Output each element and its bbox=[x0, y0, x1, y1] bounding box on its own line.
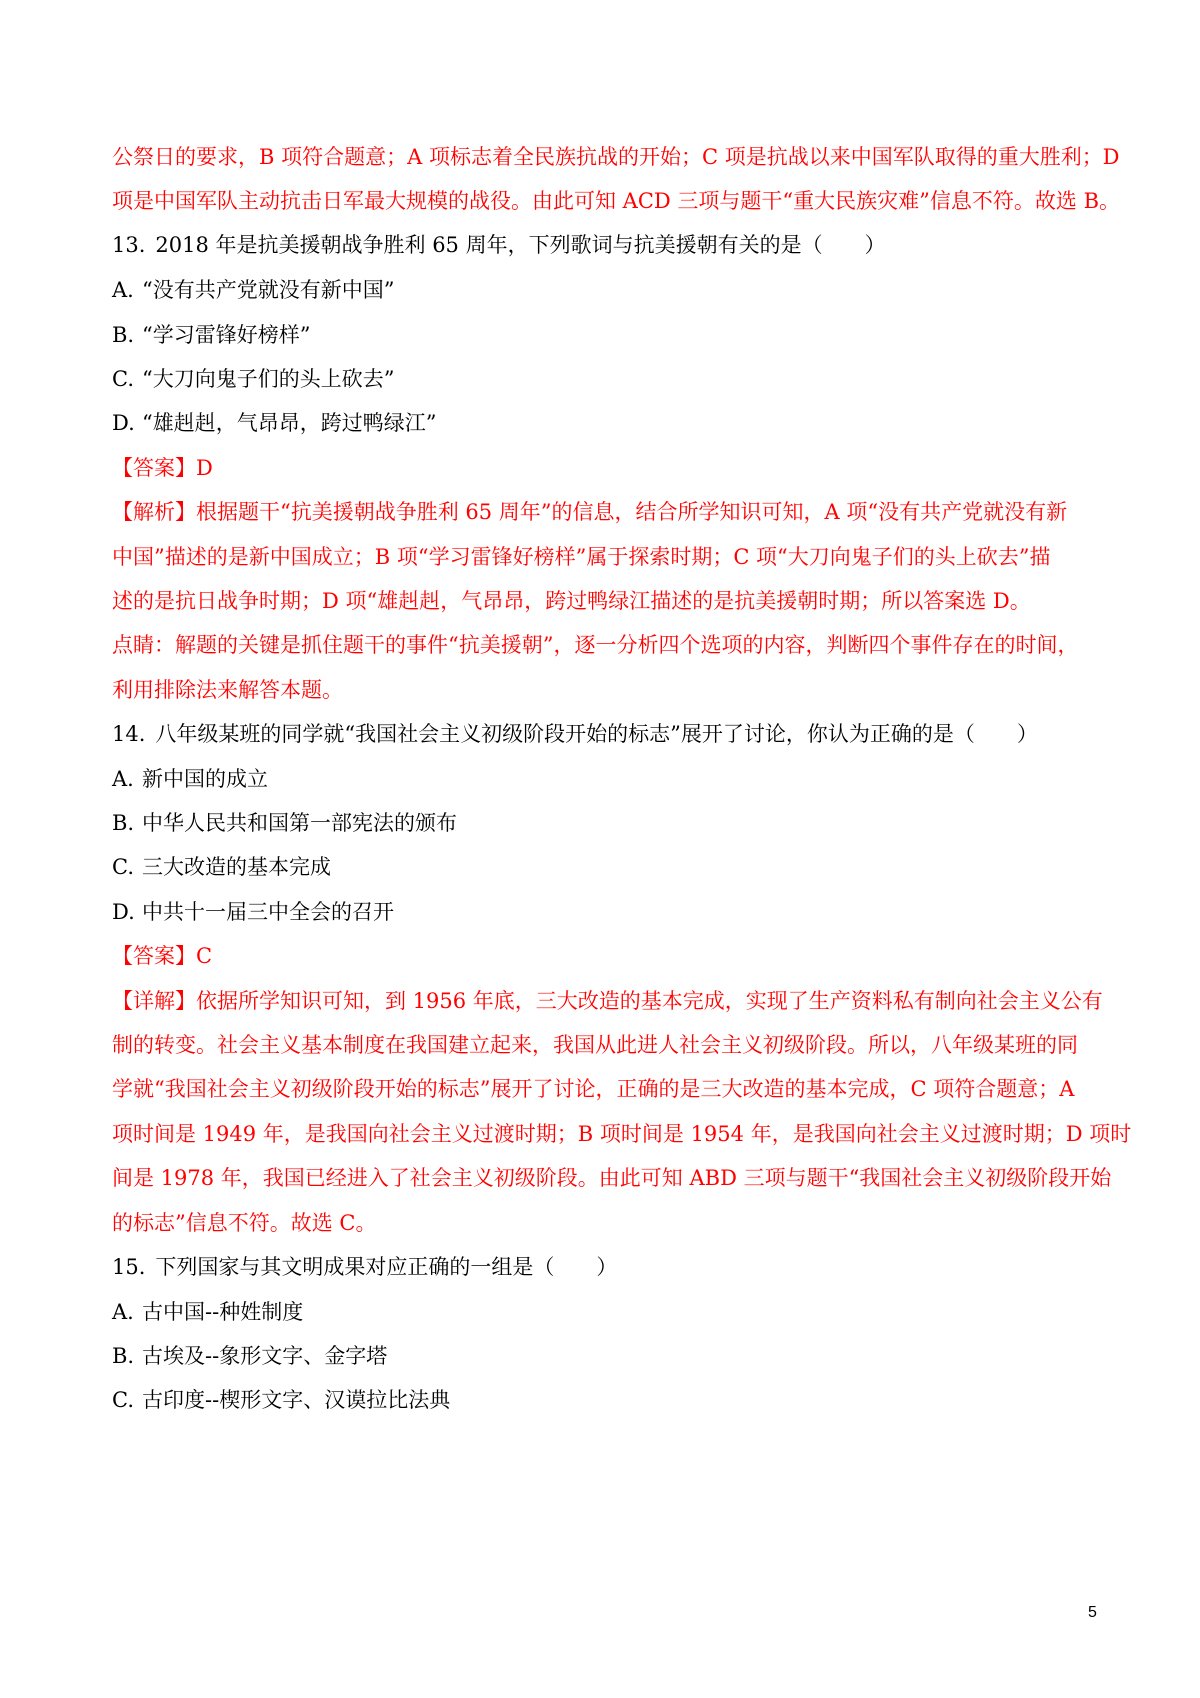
q13-tip-line: 利用排除法来解答本题。 bbox=[112, 678, 343, 702]
option-letter: B. bbox=[112, 1344, 135, 1368]
question-stem-text: 2018 年是抗美援朝战争胜利 65 周年，下列歌词与抗美援朝有关的是（ ） bbox=[155, 233, 886, 257]
question-15-stem bbox=[112, 1252, 1102, 1282]
q13-analysis-line: 【解析】根据题干“抗美援朝战争胜利 65 周年”的信息，结合所学知识可知，A 项“没有共产党就没有新 bbox=[112, 500, 1068, 524]
q14-analysis-line: 学就“我国社会主义初级阶段开始的标志”展开了讨论，正确的是三大改造的基本完成，C 项符合题意；A bbox=[112, 1077, 1075, 1101]
q14-analysis-line: 制的转变。社会主义基本制度在我国建立起来，我国从此进人社会主义初级阶段。所以，八年级某班的同 bbox=[112, 1033, 1078, 1057]
option-text: 古中国--种姓制度 bbox=[142, 1300, 304, 1324]
q15-option-b bbox=[112, 1341, 1102, 1371]
question-13-stem bbox=[112, 230, 1102, 260]
option-letter: A. bbox=[112, 1300, 134, 1324]
q13-tip-line: 点睛：解题的关键是抓住题干的事件“抗美援朝”，逐一分析四个选项的内容，判断四个事件存在的时间， bbox=[112, 633, 1079, 657]
option-text: 中共十一届三中全会的召开 bbox=[142, 900, 394, 924]
question-number: 13. bbox=[112, 233, 146, 257]
question-number: 14. bbox=[112, 722, 146, 746]
option-letter: C. bbox=[112, 1388, 134, 1412]
question-stem-text: 八年级某班的同学就“我国社会主义初级阶段开始的标志”展开了讨论，你认为正确的是（ ） bbox=[155, 722, 1038, 746]
option-text: 三大改造的基本完成 bbox=[142, 855, 331, 879]
q14-answer bbox=[112, 941, 1102, 971]
answer-label: 【答案】 bbox=[112, 944, 196, 968]
question-14-stem bbox=[112, 719, 1102, 749]
question-number: 15. bbox=[112, 1255, 146, 1279]
option-letter: C. bbox=[112, 367, 134, 391]
q13-answer bbox=[112, 453, 1102, 483]
option-letter: C. bbox=[112, 855, 134, 879]
explanation-line: 项是中国军队主动抗击日军最大规模的战役。由此可知 ACD 三项与题干“重大民族灾难”信息不符。故选 B。 bbox=[112, 189, 1120, 213]
option-text: 古印度--楔形文字、汉谟拉比法典 bbox=[142, 1388, 451, 1412]
option-text: 新中国的成立 bbox=[142, 767, 268, 791]
q13-option-c bbox=[112, 364, 1102, 394]
answer-value: C bbox=[196, 944, 213, 968]
q13-analysis-line: 述的是抗日战争时期；D 项“雄赳赳，气昂昂，跨过鸭绿江描述的是抗美援朝时期；所以答案选 D。 bbox=[112, 589, 1031, 613]
option-letter: A. bbox=[112, 767, 134, 791]
answer-value: D bbox=[196, 456, 213, 480]
option-letter: B. bbox=[112, 323, 135, 347]
answer-label: 【答案】 bbox=[112, 456, 196, 480]
q14-option-d bbox=[112, 897, 1102, 927]
q13-option-d bbox=[112, 408, 1102, 438]
q13-option-a bbox=[112, 275, 1102, 305]
option-text: “学习雷锋好榜样” bbox=[142, 323, 311, 347]
q14-analysis-line: 间是 1978 年，我国已经进入了社会主义初级阶段。由此可知 ABD 三项与题干“我国社会主义初级阶段开始 bbox=[112, 1166, 1112, 1190]
q14-option-b bbox=[112, 808, 1102, 838]
q15-option-a bbox=[112, 1297, 1102, 1327]
option-letter: D. bbox=[112, 411, 135, 435]
page-number: 5 bbox=[1088, 1604, 1097, 1621]
option-letter: B. bbox=[112, 811, 135, 835]
option-text: “大刀向鬼子们的头上砍去” bbox=[142, 367, 395, 391]
option-text: 古埃及--象形文字、金字塔 bbox=[142, 1344, 388, 1368]
option-text: “没有共产党就没有新中国” bbox=[142, 278, 395, 302]
q13-option-b bbox=[112, 320, 1102, 350]
q14-option-a bbox=[112, 764, 1102, 794]
option-text: 中华人民共和国第一部宪法的颁布 bbox=[142, 811, 457, 835]
q14-analysis-line: 项时间是 1949 年，是我国向社会主义过渡时期；B 项时间是 1954 年，是我国向社会主义过渡时期；D 项时 bbox=[112, 1122, 1132, 1146]
question-stem-text: 下列国家与其文明成果对应正确的一组是（ ） bbox=[155, 1255, 618, 1279]
explanation-line: 公祭日的要求，B 项符合题意；A 项标志着全民族抗战的开始；C 项是抗战以来中国军队取得的重大胜利；D bbox=[112, 145, 1120, 169]
option-text: “雄赳赳，气昂昂，跨过鸭绿江” bbox=[142, 411, 437, 435]
option-letter: A. bbox=[112, 278, 134, 302]
q14-analysis-line: 的标志”信息不符。故选 C。 bbox=[112, 1211, 377, 1235]
q14-analysis-line: 【详解】依据所学知识可知，到 1956 年底，三大改造的基本完成，实现了生产资料私有制向社会主义公有 bbox=[112, 989, 1103, 1013]
q14-option-c bbox=[112, 852, 1102, 882]
q15-option-c bbox=[112, 1385, 1102, 1415]
q13-analysis-line: 中国”描述的是新中国成立；B 项“学习雷锋好榜样”属于探索时期；C 项“大刀向鬼子们的头上砍去”描 bbox=[112, 545, 1051, 569]
option-letter: D. bbox=[112, 900, 135, 924]
